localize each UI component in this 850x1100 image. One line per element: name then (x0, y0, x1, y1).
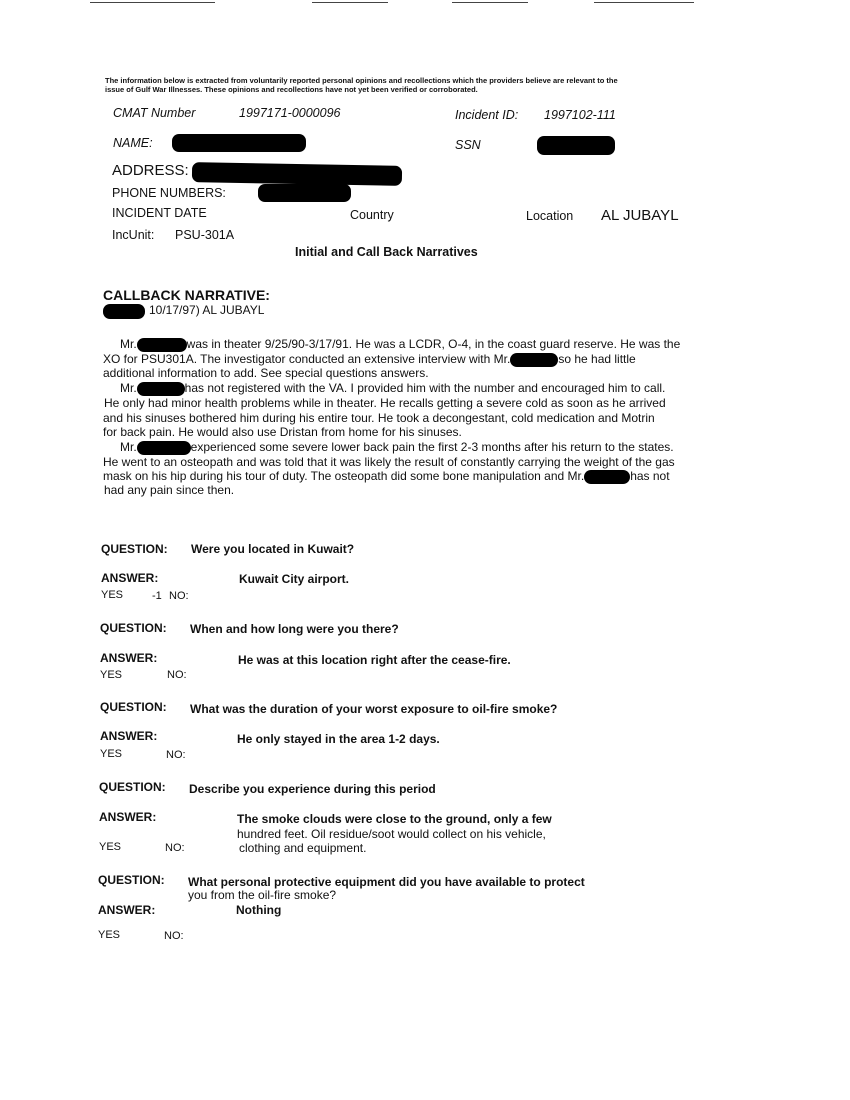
yes-label: YES (99, 841, 122, 853)
narrative-line: had any pain since then. (104, 483, 235, 497)
question-text: Describe you experience during this period (189, 782, 436, 796)
no-label: NO: (167, 669, 187, 681)
question-label: QUESTION: (100, 700, 167, 714)
answer-label: ANSWER: (101, 571, 159, 585)
narrative-text: mask on his hip during his tour of duty. The osteopath did some bone manipulation and Mr. (103, 469, 585, 483)
answer-text: Nothing (236, 903, 282, 917)
answer-text-continued: hundred feet. Oil residue/soot would collect on his vehicle, (237, 827, 546, 841)
narrative-text: Mr. (120, 337, 137, 351)
narrative-line: He went to an osteopath and was told that it was likely the result of constantly carrying the weight of the gas (103, 455, 675, 469)
scan-artifact-line (90, 2, 215, 3)
name-redaction (137, 382, 185, 396)
narrative-text: has not registered with the VA. I provided him with the number and encouraged him to call. (184, 381, 666, 395)
scan-artifact-line (452, 2, 528, 3)
no-label: NO: (164, 930, 184, 942)
question-label: QUESTION: (101, 542, 168, 556)
no-label: NO: (165, 842, 185, 854)
answer-text: The smoke clouds were close to the ground, only a few (237, 812, 552, 826)
narrative-line: and his sinuses bothered him during his entire tour. He took a decongestant, cold medication and Motrin (103, 411, 655, 425)
answer-text: Kuwait City airport. (239, 572, 350, 586)
narrative-text: so he had little (558, 352, 636, 366)
incident-id-label: Incident ID: (455, 108, 519, 122)
yes-label: YES (98, 929, 121, 941)
ssn-redaction (537, 136, 615, 155)
narrative-line (120, 381, 665, 397)
phone-label: PHONE NUMBERS: (112, 186, 226, 200)
ssn-label: SSN (455, 138, 481, 152)
question-text: When and how long were you there? (190, 622, 399, 636)
question-text: What was the duration of your worst exposure to oil-fire smoke? (190, 702, 558, 716)
name-label: NAME: (113, 136, 153, 150)
narrative-line: for back pain. He would also use Dristan from home for his sinuses. (103, 425, 462, 439)
name-redaction (172, 134, 306, 152)
no-label: NO: (169, 590, 189, 602)
question-label: QUESTION: (100, 621, 167, 635)
incunit-label: IncUnit: (112, 228, 155, 242)
narrative-line (120, 440, 674, 456)
question-text-continued: you from the oil-fire smoke? (188, 888, 337, 902)
question-label: QUESTION: (99, 780, 166, 794)
answer-label: ANSWER: (100, 651, 158, 665)
phone-redaction (258, 184, 351, 202)
page-title: Initial and Call Back Narratives (295, 245, 478, 259)
narrative-text: XO for PSU301A. The investigator conducted an extensive interview with Mr. (103, 352, 511, 366)
cmat-label: CMAT Number (113, 106, 196, 120)
callback-dateline: 10/17/97) AL JUBAYL (149, 303, 265, 317)
narrative-text: experienced some severe lower back pain the first 2-3 months after his return to the states. (190, 440, 674, 454)
yes-value: -1 (152, 590, 162, 602)
question-text: Were you located in Kuwait? (191, 542, 355, 556)
narrative-text: Mr. (120, 440, 137, 454)
question-text: What personal protective equipment did you have available to protect (188, 875, 585, 889)
scan-artifact-line (312, 2, 388, 3)
address-redaction (192, 162, 402, 186)
answer-text-continued: clothing and equipment. (239, 841, 367, 855)
answer-label: ANSWER: (100, 729, 158, 743)
yes-label: YES (100, 669, 123, 681)
narrative-text: was in theater 9/25/90-3/17/91. He was a LCDR, O-4, in the coast guard reserve. He was the (186, 337, 681, 351)
country-label: Country (350, 208, 394, 222)
no-label: NO: (166, 749, 186, 761)
callback-name-redaction (103, 304, 145, 319)
location-value: AL JUBAYL (601, 207, 679, 224)
disclaimer-line-2: issue of Gulf War Illnesses. These opinions and recollections have not yet been verified or corroborated. (105, 85, 478, 94)
address-label: ADDRESS: (112, 162, 189, 179)
yes-label: YES (100, 748, 123, 760)
incunit-value: PSU-301A (175, 228, 235, 242)
answer-text: He only stayed in the area 1-2 days. (237, 732, 440, 746)
narrative-line: additional information to add. See special questions answers. (103, 366, 429, 380)
disclaimer-line-1: The information below is extracted from voluntarily reported personal opinions and recollections which the providers believe are relevant to the (105, 76, 618, 85)
name-redaction (510, 353, 558, 367)
answer-text: He was at this location right after the cease-fire. (238, 653, 511, 667)
yes-label: YES (101, 589, 124, 601)
incident-id-value: 1997102-111 (544, 108, 616, 122)
answer-label: ANSWER: (98, 903, 156, 917)
location-label: Location (526, 209, 574, 223)
cmat-value: 1997171-0000096 (239, 106, 341, 120)
scan-artifact-line (594, 2, 694, 3)
answer-label: ANSWER: (99, 810, 157, 824)
name-redaction (137, 338, 187, 352)
narrative-line (120, 337, 680, 353)
name-redaction (584, 470, 630, 484)
question-label: QUESTION: (98, 873, 165, 887)
incident-date-label: INCIDENT DATE (112, 206, 207, 220)
narrative-text: Mr. (120, 381, 137, 395)
callback-heading: CALLBACK NARRATIVE: (103, 287, 270, 303)
narrative-text: has not (630, 469, 670, 483)
narrative-line: He only had minor health problems while in theater. He recalls getting a severe cold as soon as he arrived (104, 396, 666, 410)
name-redaction (137, 441, 191, 455)
